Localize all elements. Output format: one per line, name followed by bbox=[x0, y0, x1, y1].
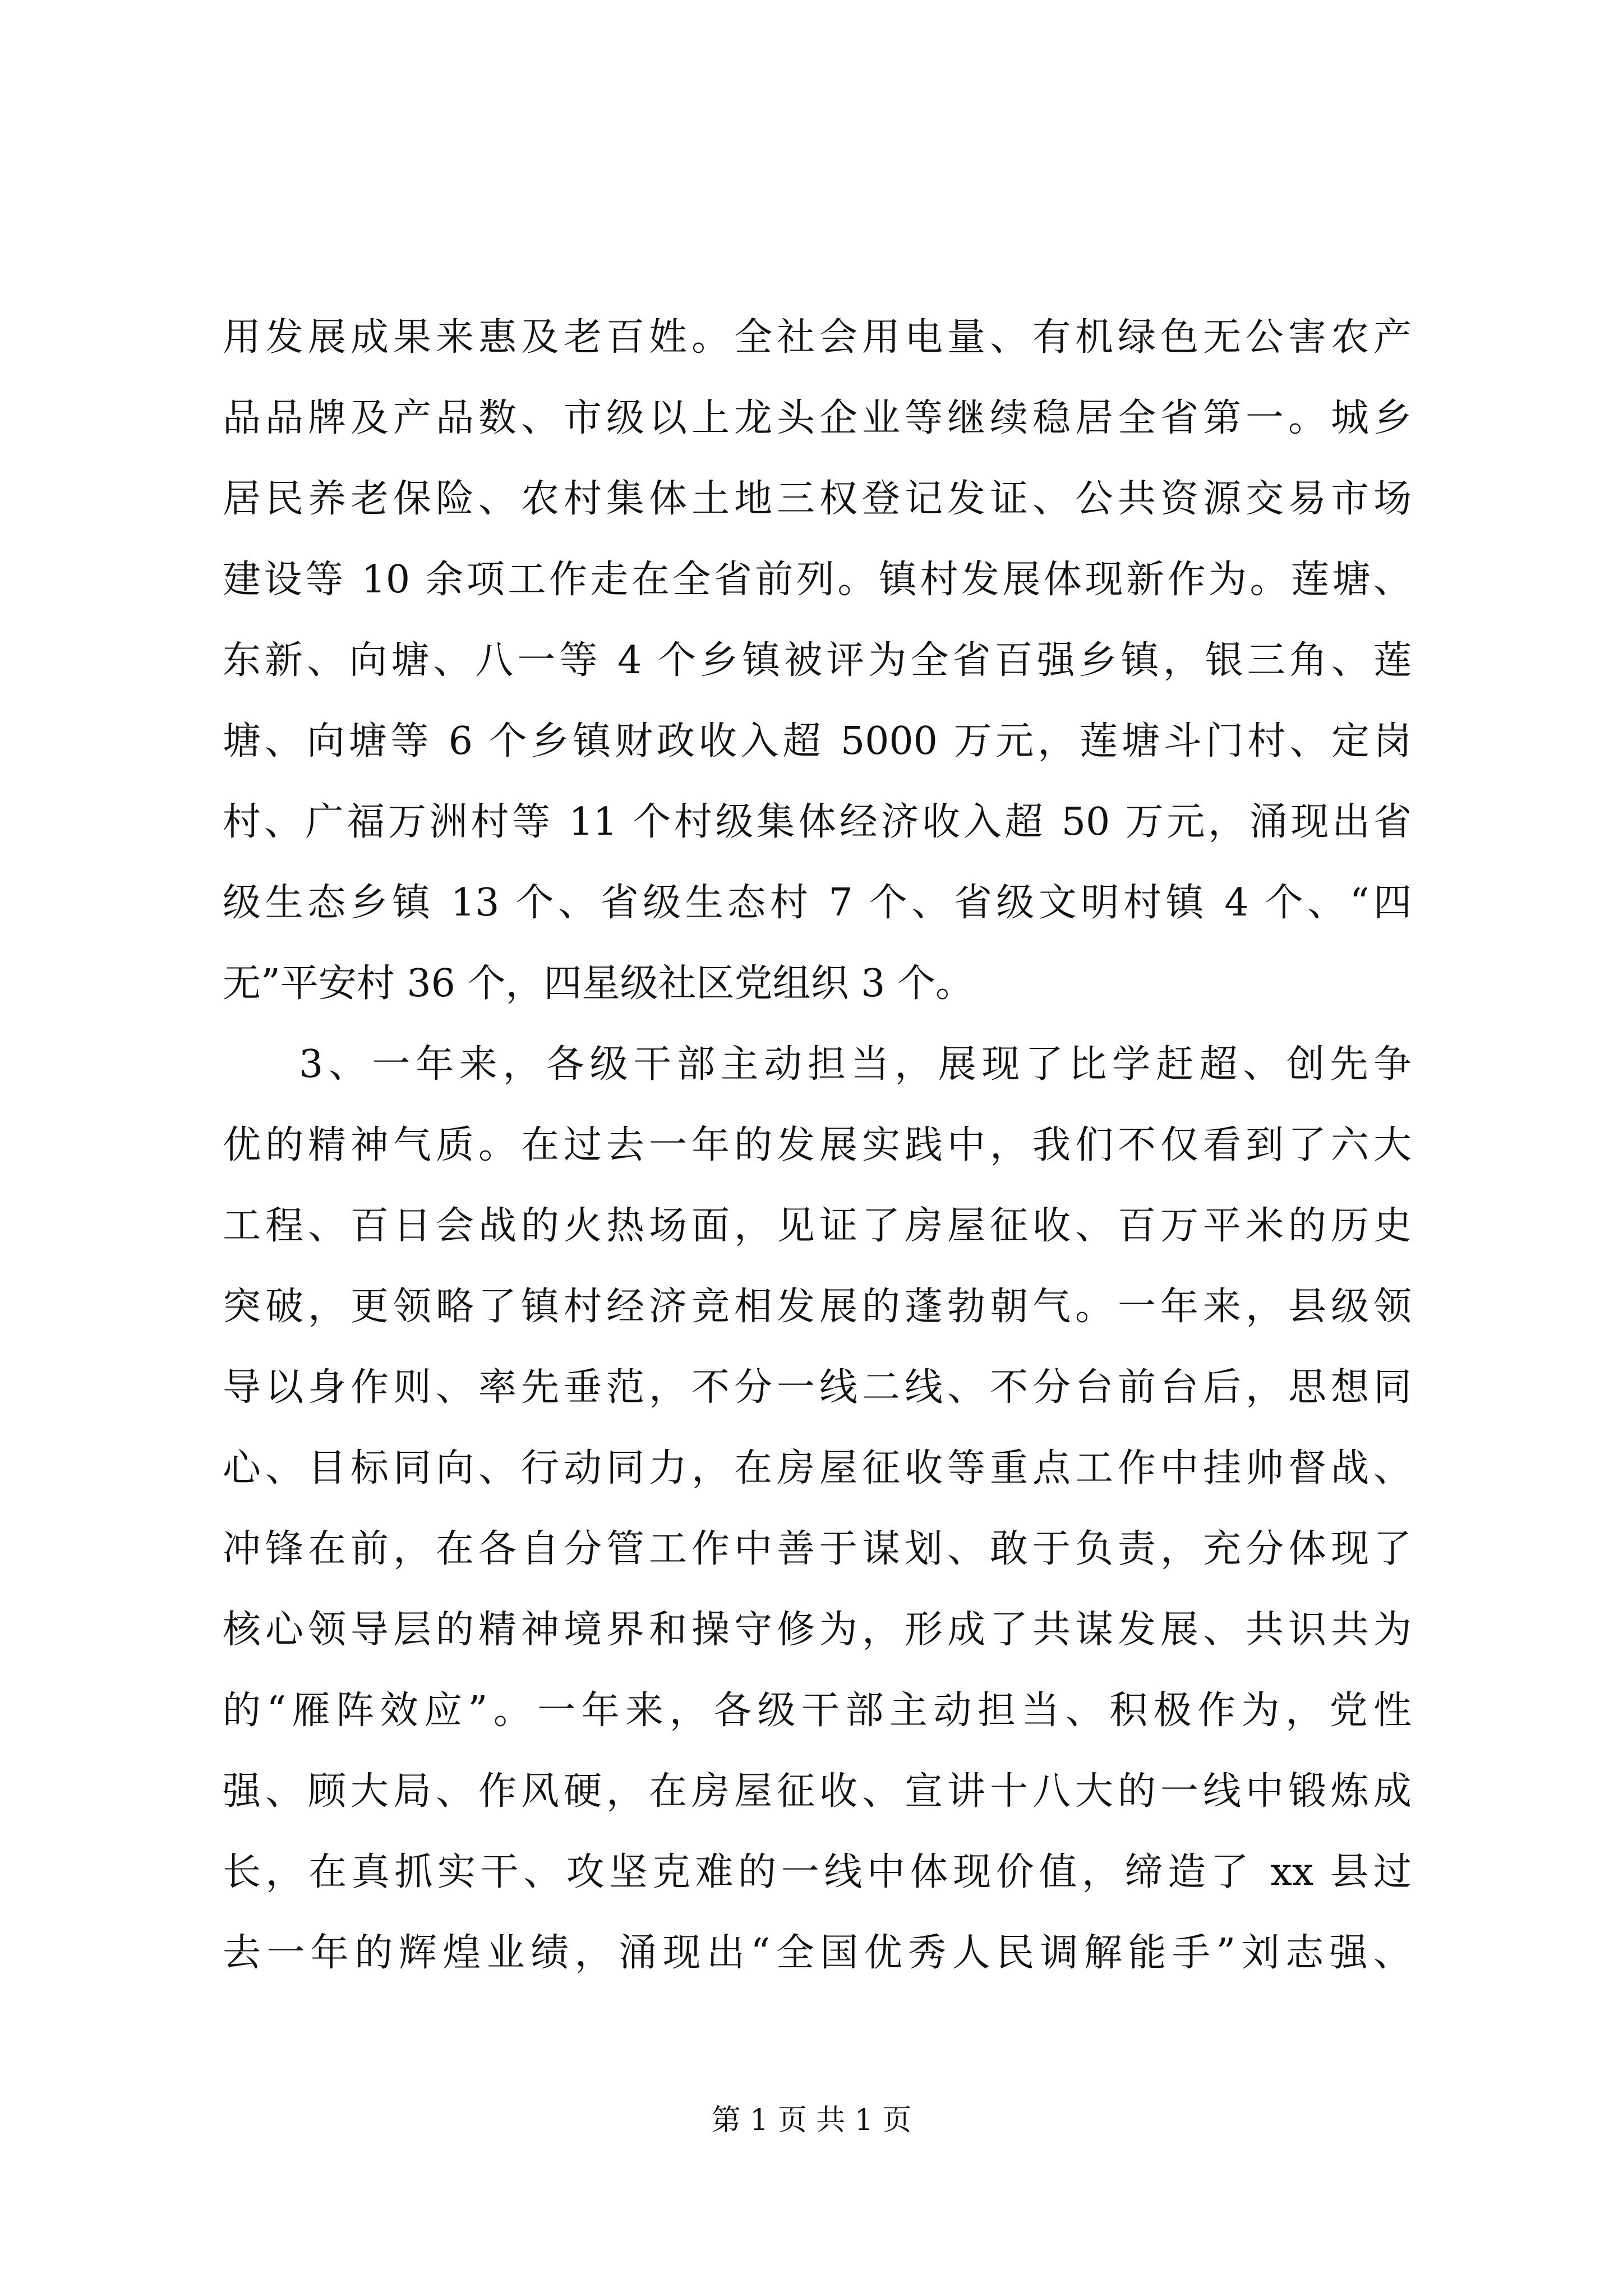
paragraph-2 bbox=[223, 1024, 1412, 1994]
text-line: 优的精神气质。在过去一年的发展实践中，我们不仅看到了六大 bbox=[223, 1123, 1412, 1167]
text-line: 品品牌及产品数、市级以上龙头企业等继续稳居全省第一。城乡 bbox=[223, 396, 1412, 440]
text-line: 东新、向塘、八一等 4 个乡镇被评为全省百强乡镇，银三角、莲 bbox=[223, 638, 1412, 683]
text-line: 级生态乡镇 13 个、省级生态村 7 个、省级文明村镇 4 个、“四 bbox=[223, 881, 1412, 925]
text-line: 村、广福万洲村等 11 个村级集体经济收入超 50 万元，涌现出省 bbox=[223, 800, 1412, 844]
text-line: 导以身作则、率先垂范，不分一线二线、不分台前台后，思想同 bbox=[223, 1365, 1412, 1410]
text-line: 居民养老保险、农村集体土地三权登记发证、公共资源交易市场 bbox=[223, 477, 1412, 521]
text-line: 塘、向塘等 6 个乡镇财政收入超 5000 万元，莲塘斗门村、定岗 bbox=[223, 719, 1412, 763]
text-line: 建设等 10 余项工作走在全省前列。镇村发展体现新作为。莲塘、 bbox=[223, 558, 1412, 602]
page-footer bbox=[0, 2101, 1623, 2140]
text-line: 冲锋在前，在各自分管工作中善于谋划、敢于负责，充分体现了 bbox=[223, 1527, 1412, 1571]
text-line: 工程、百日会战的火热场面，见证了房屋征收、百万平米的历史 bbox=[223, 1204, 1412, 1248]
document-body bbox=[223, 297, 1412, 1994]
text-line: 长，在真抓实干、攻坚克难的一线中体现价值，缔造了 xx 县过 bbox=[223, 1850, 1412, 1894]
text-line: 突破，更领略了镇村经济竞相发展的蓬勃朝气。一年来，县级领 bbox=[223, 1285, 1412, 1329]
text-line: 3、一年来，各级干部主动担当，展现了比学赶超、创先争 bbox=[299, 1042, 1412, 1087]
text-line: 无”平安村 36 个，四星级社区党组织 3 个。 bbox=[223, 961, 974, 1006]
paragraph-1 bbox=[223, 297, 1412, 1024]
page-number-label: 第 1 页 共 1 页 bbox=[711, 2104, 912, 2137]
text-line: 的“雁阵效应”。一年来，各级干部主动担当、积极作为，党性 bbox=[223, 1688, 1412, 1733]
text-line: 核心领导层的精神境界和操守修为，形成了共谋发展、共识共为 bbox=[223, 1608, 1412, 1652]
text-line: 心、目标同向、行动同力，在房屋征收等重点工作中挂帅督战、 bbox=[223, 1446, 1412, 1490]
text-line: 强、顾大局、作风硬，在房屋征收、宣讲十八大的一线中锻炼成 bbox=[223, 1769, 1412, 1814]
text-line: 去一年的辉煌业绩，涌现出“全国优秀人民调解能手”刘志强、 bbox=[223, 1931, 1412, 1975]
text-line: 用发展成果来惠及老百姓。全社会用电量、有机绿色无公害农产 bbox=[223, 315, 1412, 360]
